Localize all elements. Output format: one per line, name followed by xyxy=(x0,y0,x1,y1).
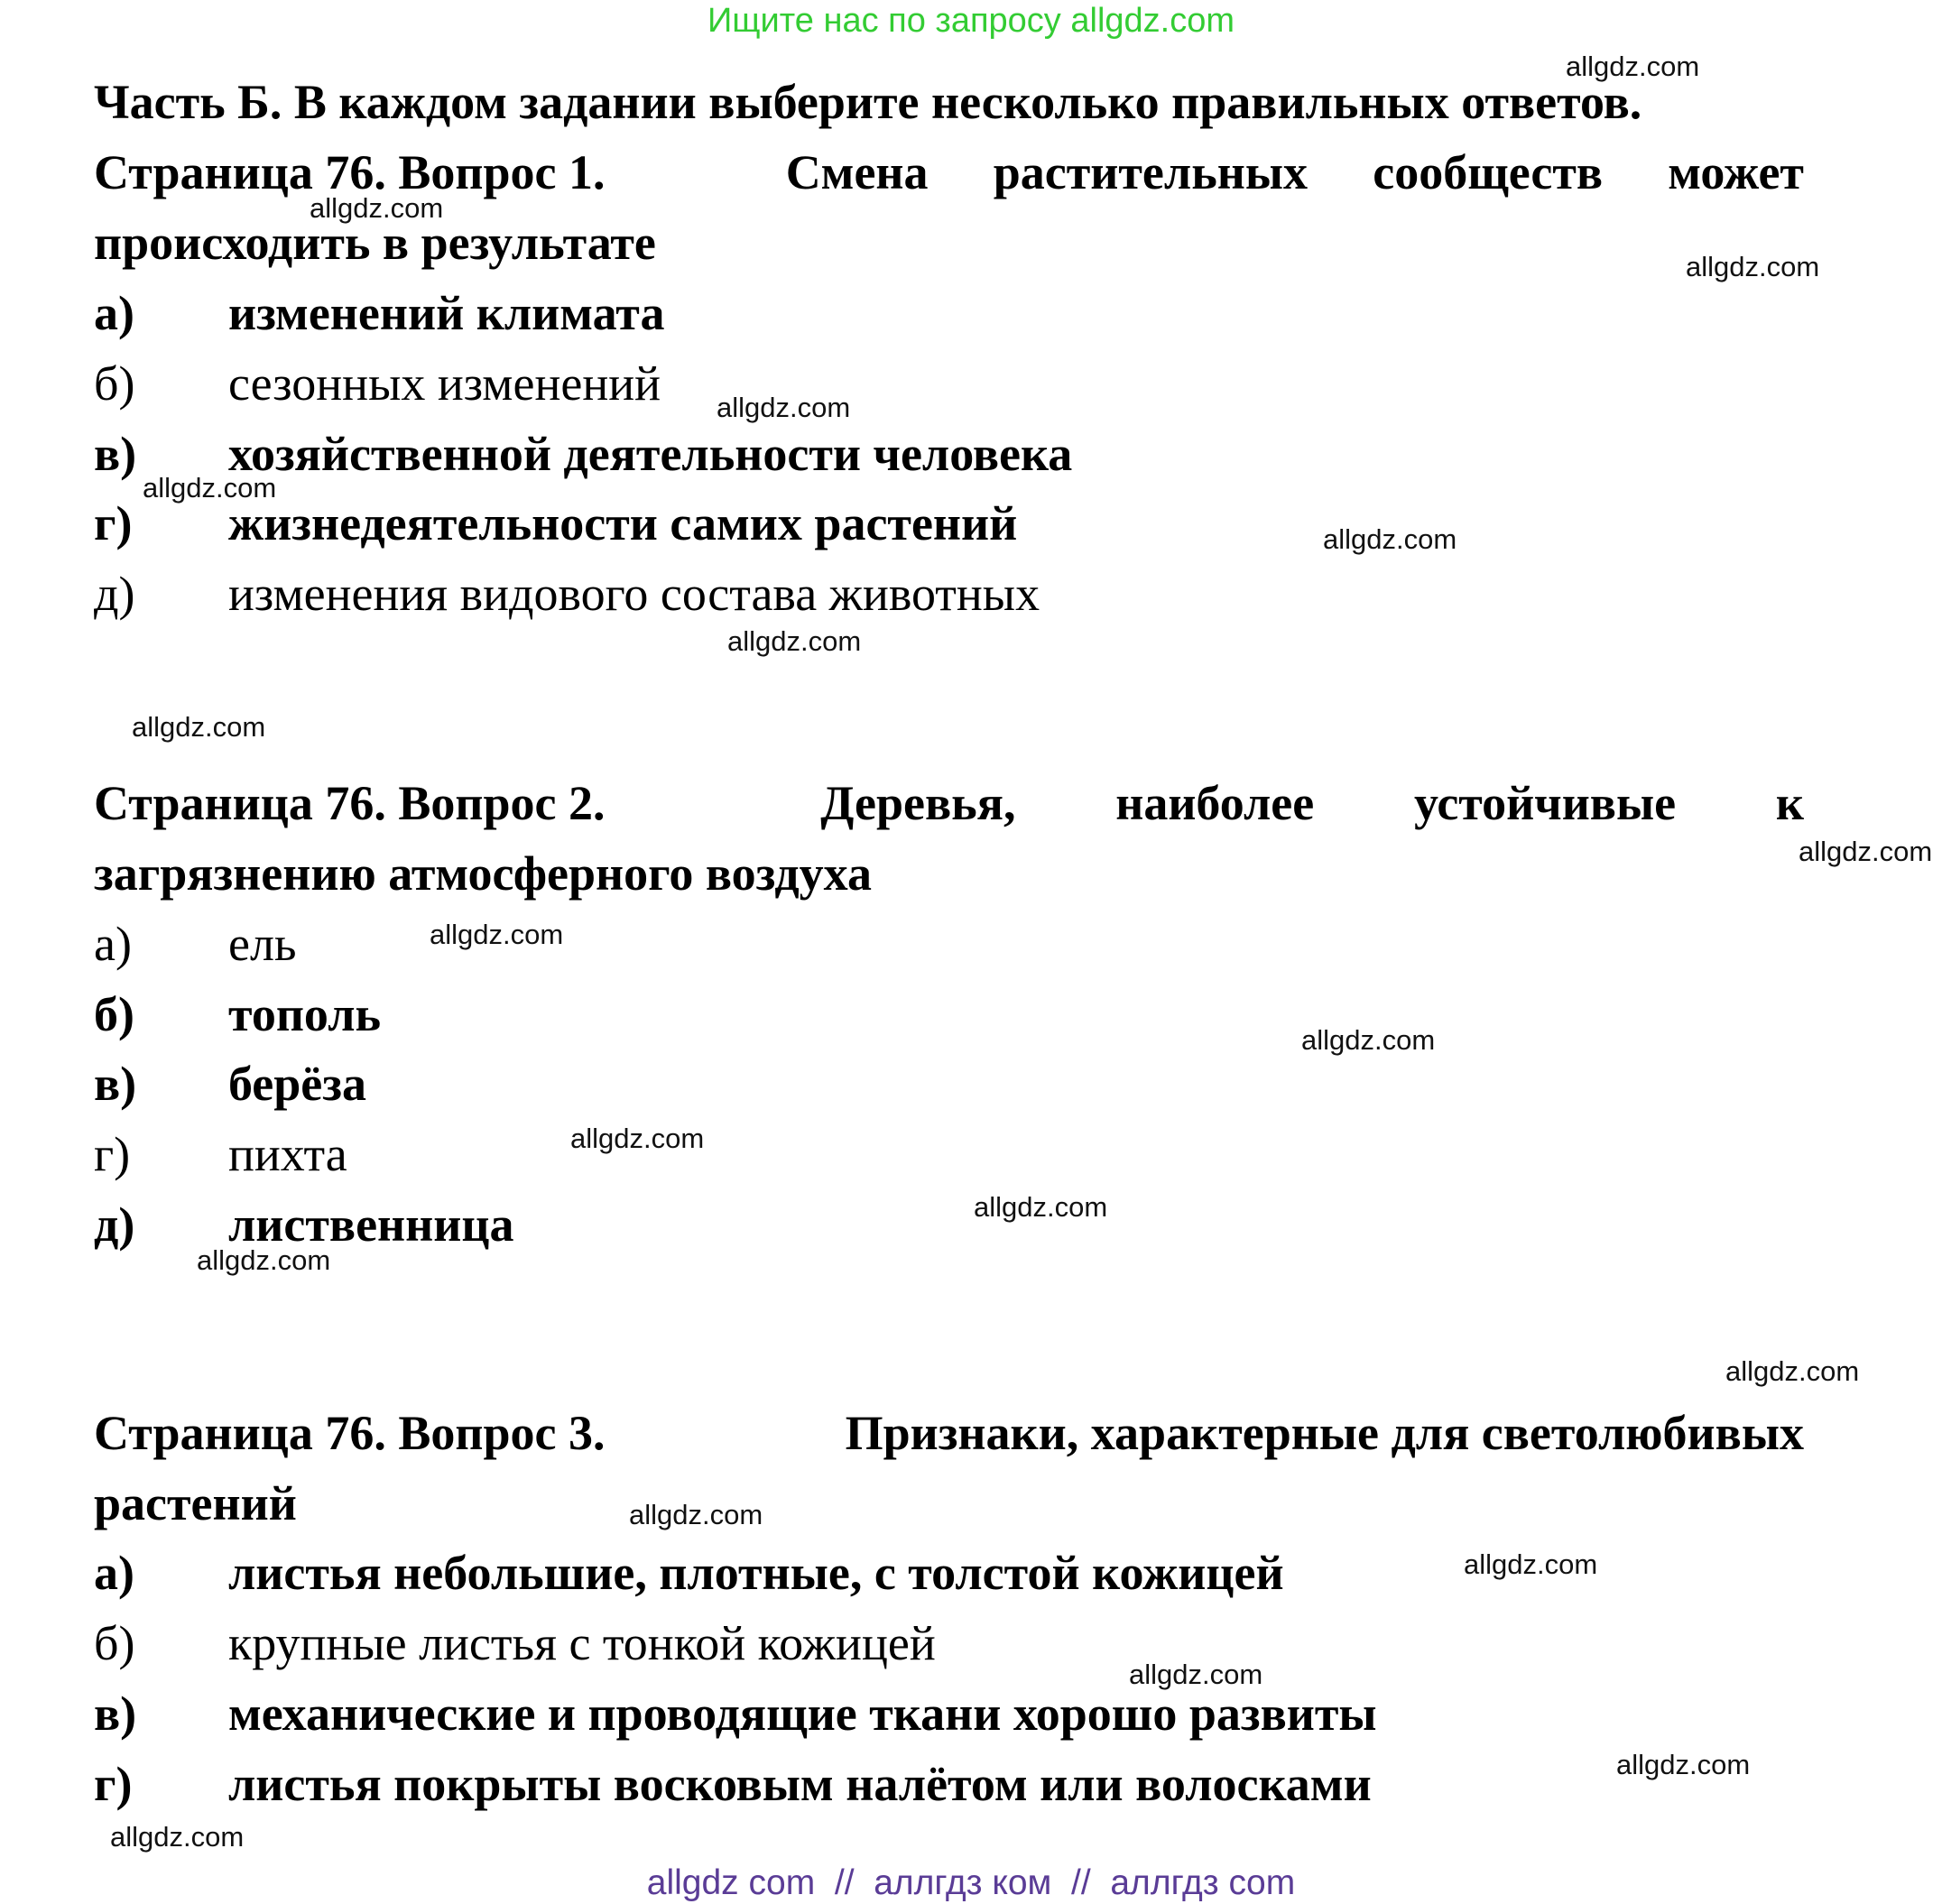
title-word: устойчивые xyxy=(1414,776,1677,830)
option-text: механические и проводящие ткани хорошо развиты xyxy=(228,1687,1377,1741)
answer-option xyxy=(94,1197,1804,1252)
watermark: allgdz.com xyxy=(1323,523,1457,555)
option-text: жизнедеятельности самих растений xyxy=(228,496,1018,550)
footer-text: allgdz com // аллгдз ком // аллгдз com xyxy=(646,1863,1296,1902)
option-letter: г) xyxy=(94,1127,131,1181)
watermark: allgdz.com xyxy=(974,1191,1108,1223)
option-text: сезонных изменений xyxy=(228,356,661,411)
answer-option xyxy=(94,1056,1804,1112)
option-text: берёза xyxy=(228,1057,366,1111)
watermark: allgdz.com xyxy=(1566,51,1700,82)
question-2-title xyxy=(94,775,1804,831)
title-word: сообществ xyxy=(1373,145,1604,199)
watermark: allgdz.com xyxy=(1129,1659,1263,1690)
option-letter: г) xyxy=(94,1757,133,1811)
option-letter: а) xyxy=(94,1546,134,1600)
watermark: allgdz.com xyxy=(570,1123,705,1154)
watermark: allgdz.com xyxy=(1616,1749,1751,1780)
option-text: изменения видового состава животных xyxy=(228,567,1040,621)
option-letter: д) xyxy=(94,1197,135,1252)
title-word: растительных xyxy=(993,145,1309,199)
watermark: allgdz.com xyxy=(197,1244,331,1276)
watermark: allgdz.com xyxy=(143,472,277,504)
watermark: allgdz.com xyxy=(310,192,444,224)
question-3-title-cont: растений xyxy=(94,1476,297,1530)
option-text: листья небольшие, плотные, с толстой кожицей xyxy=(228,1546,1284,1600)
search-banner: Ищите нас по запросу allgdz.com xyxy=(707,2,1235,40)
option-letter: г) xyxy=(94,496,133,550)
watermark: allgdz.com xyxy=(1725,1355,1860,1387)
option-letter: а) xyxy=(94,286,134,340)
question-2-heading: Страница 76. Вопрос 2. xyxy=(94,776,606,830)
answer-option xyxy=(94,916,1804,972)
answer-option xyxy=(94,356,1804,411)
question-3-title xyxy=(94,1405,1804,1461)
watermark: allgdz.com xyxy=(132,711,266,743)
watermark: allgdz.com xyxy=(1464,1548,1598,1580)
watermark: allgdz.com xyxy=(629,1499,763,1530)
option-letter: б) xyxy=(94,356,135,411)
watermark: allgdz.com xyxy=(1301,1024,1436,1056)
title-word: Смена xyxy=(785,145,929,199)
title-word: может xyxy=(1668,145,1804,199)
option-text: изменений климата xyxy=(228,286,665,340)
title-word: Деревья, xyxy=(820,776,1016,830)
title-word: Признаки, характерные для светолюбивых xyxy=(845,1406,1804,1460)
option-letter: б) xyxy=(94,987,134,1041)
answer-option xyxy=(94,495,1804,551)
question-2-title-cont: загрязнению атмосферного воздуха xyxy=(94,846,872,901)
question-1-title-cont: происходить в результате xyxy=(94,216,656,270)
answer-option xyxy=(94,426,1804,482)
watermark: allgdz.com xyxy=(1686,251,1820,282)
answer-option xyxy=(94,566,1804,622)
watermark: allgdz.com xyxy=(1799,836,1933,867)
answer-option xyxy=(94,1615,1804,1671)
option-letter: в) xyxy=(94,1687,137,1741)
option-text: хозяйственной деятельности человека xyxy=(228,427,1073,481)
watermark: allgdz.com xyxy=(110,1821,245,1853)
option-text: ель xyxy=(228,917,297,971)
part-title: Часть Б. В каждом задании выберите несколько правильных ответов. xyxy=(94,75,1642,129)
option-letter: в) xyxy=(94,1057,137,1111)
question-1-heading: Страница 76. Вопрос 1. xyxy=(94,145,606,199)
option-letter: а) xyxy=(94,917,132,971)
option-text: крупные листья с тонкой кожицей xyxy=(228,1616,936,1670)
watermark: allgdz.com xyxy=(727,625,862,657)
answer-option xyxy=(94,1756,1804,1812)
footer-watermark xyxy=(0,1862,1942,1904)
title-word: наиболее xyxy=(1115,776,1315,830)
option-letter: д) xyxy=(94,567,135,621)
answer-option xyxy=(94,1686,1804,1742)
question-3-heading: Страница 76. Вопрос 3. xyxy=(94,1406,606,1460)
watermark: allgdz.com xyxy=(717,392,851,423)
option-text: пихта xyxy=(228,1127,347,1181)
option-text: тополь xyxy=(228,987,382,1041)
answer-option xyxy=(94,1126,1804,1182)
option-text: листья покрыты восковым налётом или волосками xyxy=(228,1757,1372,1811)
option-letter: в) xyxy=(94,427,137,481)
title-word: к xyxy=(1775,776,1804,830)
option-letter: б) xyxy=(94,1616,135,1670)
watermark: allgdz.com xyxy=(430,919,564,950)
answer-option xyxy=(94,285,1804,341)
answer-option xyxy=(94,986,1804,1042)
option-text: лиственница xyxy=(228,1197,514,1252)
